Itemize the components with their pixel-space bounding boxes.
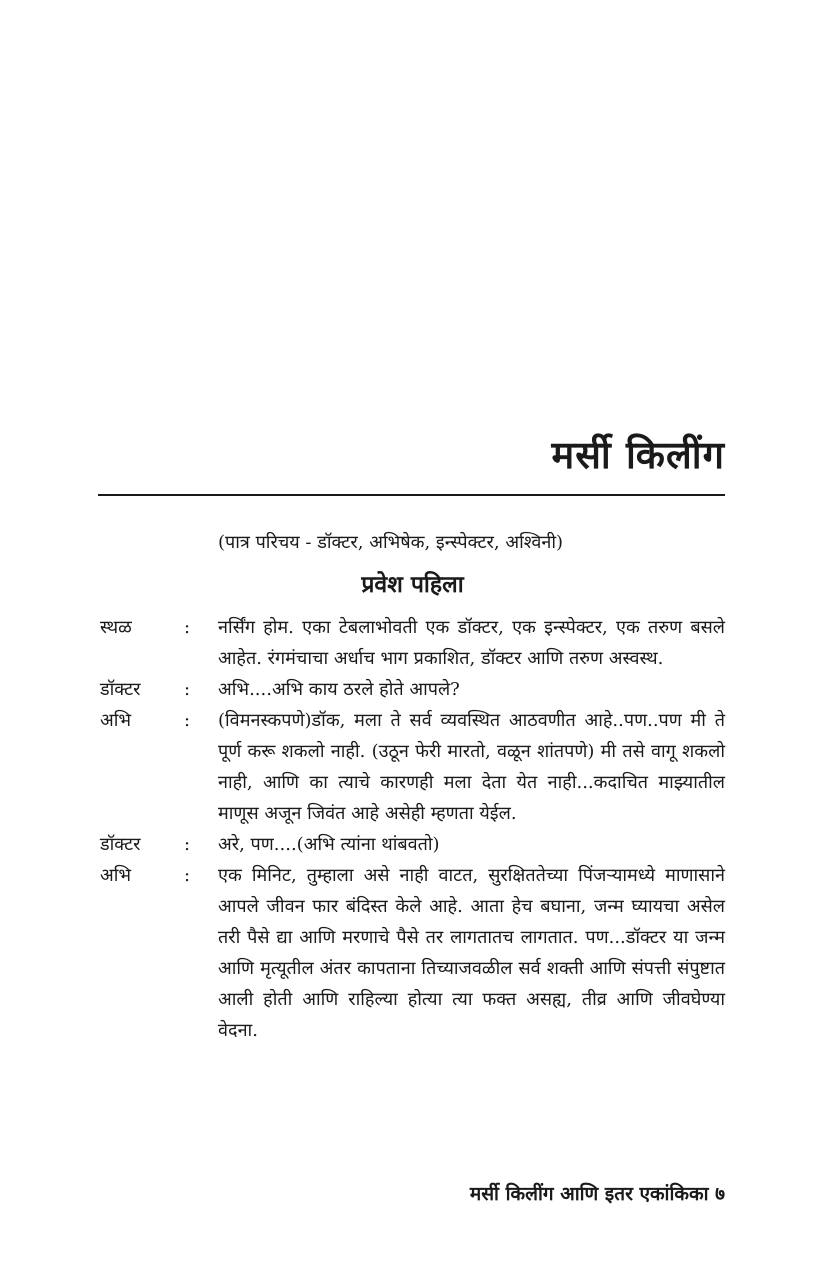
speaker-separator: :: [184, 865, 191, 886]
dialogue-line: [100, 674, 725, 705]
speech-text: अरे, पण....(अभि त्यांना थांबवतो): [218, 834, 440, 855]
speaker-name: स्थळ: [100, 617, 132, 638]
title-divider: [98, 494, 725, 496]
dialogue-block: [100, 612, 725, 1046]
speech-text: अभि....अभि काय ठरले होते आपले?: [218, 679, 460, 700]
scene-heading: प्रवेश पहिला: [361, 572, 464, 598]
speaker-separator: :: [184, 617, 191, 638]
play-title: मर्सी किलींग: [551, 433, 725, 477]
dialogue-line: [100, 829, 725, 860]
speaker-name: अभि: [100, 710, 132, 731]
speaker-separator: :: [184, 834, 191, 855]
speech-text: (विमनस्कपणे)डॉक, मला ते सर्व व्यवस्थित आठवणीत आहे..पण..पण मी ते पूर्ण करू शकलो नाही. (उठून फेरी मारतो, वळून शांतपणे) मी तसे वागू शकलो नाही, आणि का त्याचे कारणही मला देता येत नाही...कदाचित माझ्यातील माणूस अजून जिवंत आहे असेही म्हणता येईल.: [218, 710, 725, 824]
page-footer: मर्सी किलींग आणि इतर एकांकिका ७: [469, 1183, 725, 1205]
speaker-name: अभि: [100, 865, 132, 886]
dialogue-line: [100, 860, 725, 1046]
cast-list: (पात्र परिचय - डॉक्टर, अभिषेक, इन्स्पेक्टर, अश्विनी): [218, 532, 564, 553]
speaker-separator: :: [184, 679, 191, 700]
speaker-separator: :: [184, 710, 191, 731]
speech-text: नर्सिंग होम. एका टेबलाभोवती एक डॉक्टर, एक इन्स्पेक्टर, एक तरुण बसले आहेत. रंगमंचाचा अर्धाच भाग प्रकाशित, डॉक्टर आणि तरुण अस्वस्थ.: [218, 617, 725, 669]
dialogue-line: [100, 705, 725, 829]
speaker-name: डॉक्टर: [100, 834, 141, 855]
speech-text: एक मिनिट, तुम्हाला असे नाही वाटत, सुरक्षिततेच्या पिंजऱ्यामध्ये माणासाने आपले जीवन फार बंदिस्त केले आहे. आता हेच बघाना, जन्म घ्यायचा असेल तरी पैसे द्या आणि मरणाचे पैसे तर लागतातच लागतात. पण...डॉक्टर या जन्म आणि मृत्यूतील अंतर कापताना तिच्याजवळील सर्व शक्ती आणि संपत्ती संपुष्टात आली होती आणि राहिल्या होत्या त्या फक्त असह्य, तीव्र आणि जीवघेण्या वेदना.: [218, 865, 725, 1041]
speaker-name: डॉक्टर: [100, 679, 141, 700]
dialogue-line: [100, 612, 725, 674]
